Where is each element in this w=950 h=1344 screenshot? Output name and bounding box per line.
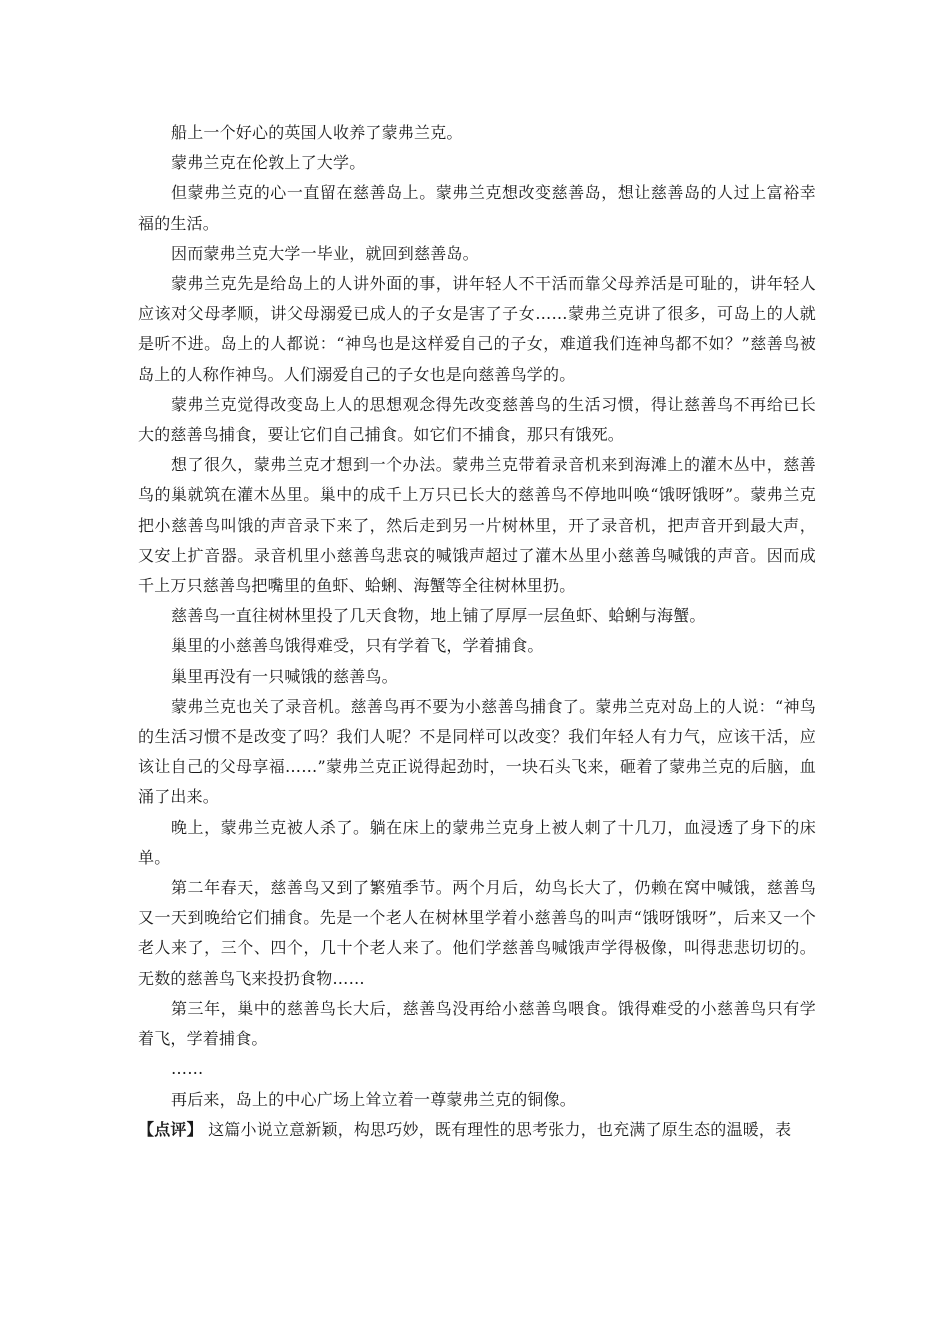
paragraph: 因而蒙弗兰克大学一毕业，就回到慈善岛。 — [171, 243, 479, 263]
story-text — [138, 118, 816, 1145]
paragraph: 蒙弗兰克觉得改变岛上人的思想观念得先改变慈善鸟的生活习惯，得让慈善鸟不再给已长大的慈善鸟捕食，要让它们自己捕食。如它们不捕食，那只有饿死。 — [138, 394, 816, 445]
paragraph: 第二年春天，慈善鸟又到了繁殖季节。两个月后，幼鸟长大了，仍赖在窝中喊饿，慈善鸟又一天到晚给它们捕食。先是一个老人在树林里学着小慈善鸟的叫声“饿呀饿呀”，后来又一个老人来了，三个、四个，几十个老人来了。他们学慈善鸟喊饿声学得极像，叫得悲悲切切的。无数的慈善鸟飞来投扔食物…… — [138, 878, 816, 988]
commentary-paragraph — [138, 1115, 816, 1145]
paragraph: 想了很久，蒙弗兰克才想到一个办法。蒙弗兰克带着录音机来到海滩上的灌木丛中，慈善鸟的巢就筑在灌木丛里。巢中的成千上万只已长大的慈善鸟不停地叫唤“饿呀饿呀”。蒙弗兰克把小慈善鸟叫饿的声音录下来了，然后走到另一片树林里，开了录音机，把声音开到最大声，又安上扩音器。录音机里小慈善鸟悲哀的喊饿声超过了灌木丛里小慈善鸟喊饿的声音。因而成千上万只慈善鸟把嘴里的鱼虾、蛤蜊、海蟹等全往树林里扔。 — [138, 455, 816, 596]
paragraph: 巢里的小慈善鸟饿得难受，只有学着飞，学着捕食。 — [171, 636, 544, 656]
commentary-label: 【点评】 — [138, 1119, 203, 1139]
paragraph: 但蒙弗兰克的心一直留在慈善岛上。蒙弗兰克想改变慈善岛，想让慈善岛的人过上富裕幸福的生活。 — [138, 183, 816, 233]
paragraph: 慈善鸟一直往树林里投了几天食物，地上铺了厚厚一层鱼虾、蛤蜊与海蟹。 — [171, 606, 706, 626]
paragraph: 再后来，岛上的中心广场上耸立着一尊蒙弗兰克的铜像。 — [171, 1089, 577, 1109]
paragraph: 蒙弗兰克也关了录音机。慈善鸟再不要为小慈善鸟捕食了。蒙弗兰克对岛上的人说：“神鸟的生活习惯不是改变了吗？我们人呢？不是同样可以改变？我们年轻人有力气，应该干活，应该让自己的父母享福……”蒙弗兰克正说得起劲时，一块石头飞来，砸着了蒙弗兰克的后脑，血涌了出来。 — [138, 696, 816, 807]
ellipsis-paragraph: …… — [171, 1059, 204, 1079]
paragraph: 晚上，蒙弗兰克被人杀了。躺在床上的蒙弗兰克身上被人刺了十几刀，血浸透了身下的床单。 — [138, 817, 816, 867]
paragraph: 巢里再没有一只喊饿的慈善鸟。 — [171, 666, 398, 686]
paragraph: 蒙弗兰克先是给岛上的人讲外面的事，讲年轻人不干活而靠父母养活是可耻的，讲年轻人应该对父母孝顺，讲父母溺爱已成人的子女是害了子女……蒙弗兰克讲了很多，可岛上的人就是听不进。岛上的人都说：“神鸟也是这样爱自己的子女，难道我们连神鸟都不如？”慈善鸟被岛上的人称作神鸟。人们溺爱自己的子女也是向慈善鸟学的。 — [138, 274, 816, 384]
paragraph: 蒙弗兰克在伦敦上了大学。 — [171, 153, 366, 173]
paragraph: 第三年，巢中的慈善鸟长大后，慈善鸟没再给小慈善鸟喂食。饿得难受的小慈善鸟只有学着飞，学着捕食。 — [138, 998, 816, 1049]
paragraph: 船上一个好心的英国人收养了蒙弗兰克。 — [171, 123, 463, 142]
commentary-text: 这篇小说立意新颖，构思巧妙，既有理性的思考张力，也充满了原生态的温暖，表 — [202, 1119, 792, 1139]
